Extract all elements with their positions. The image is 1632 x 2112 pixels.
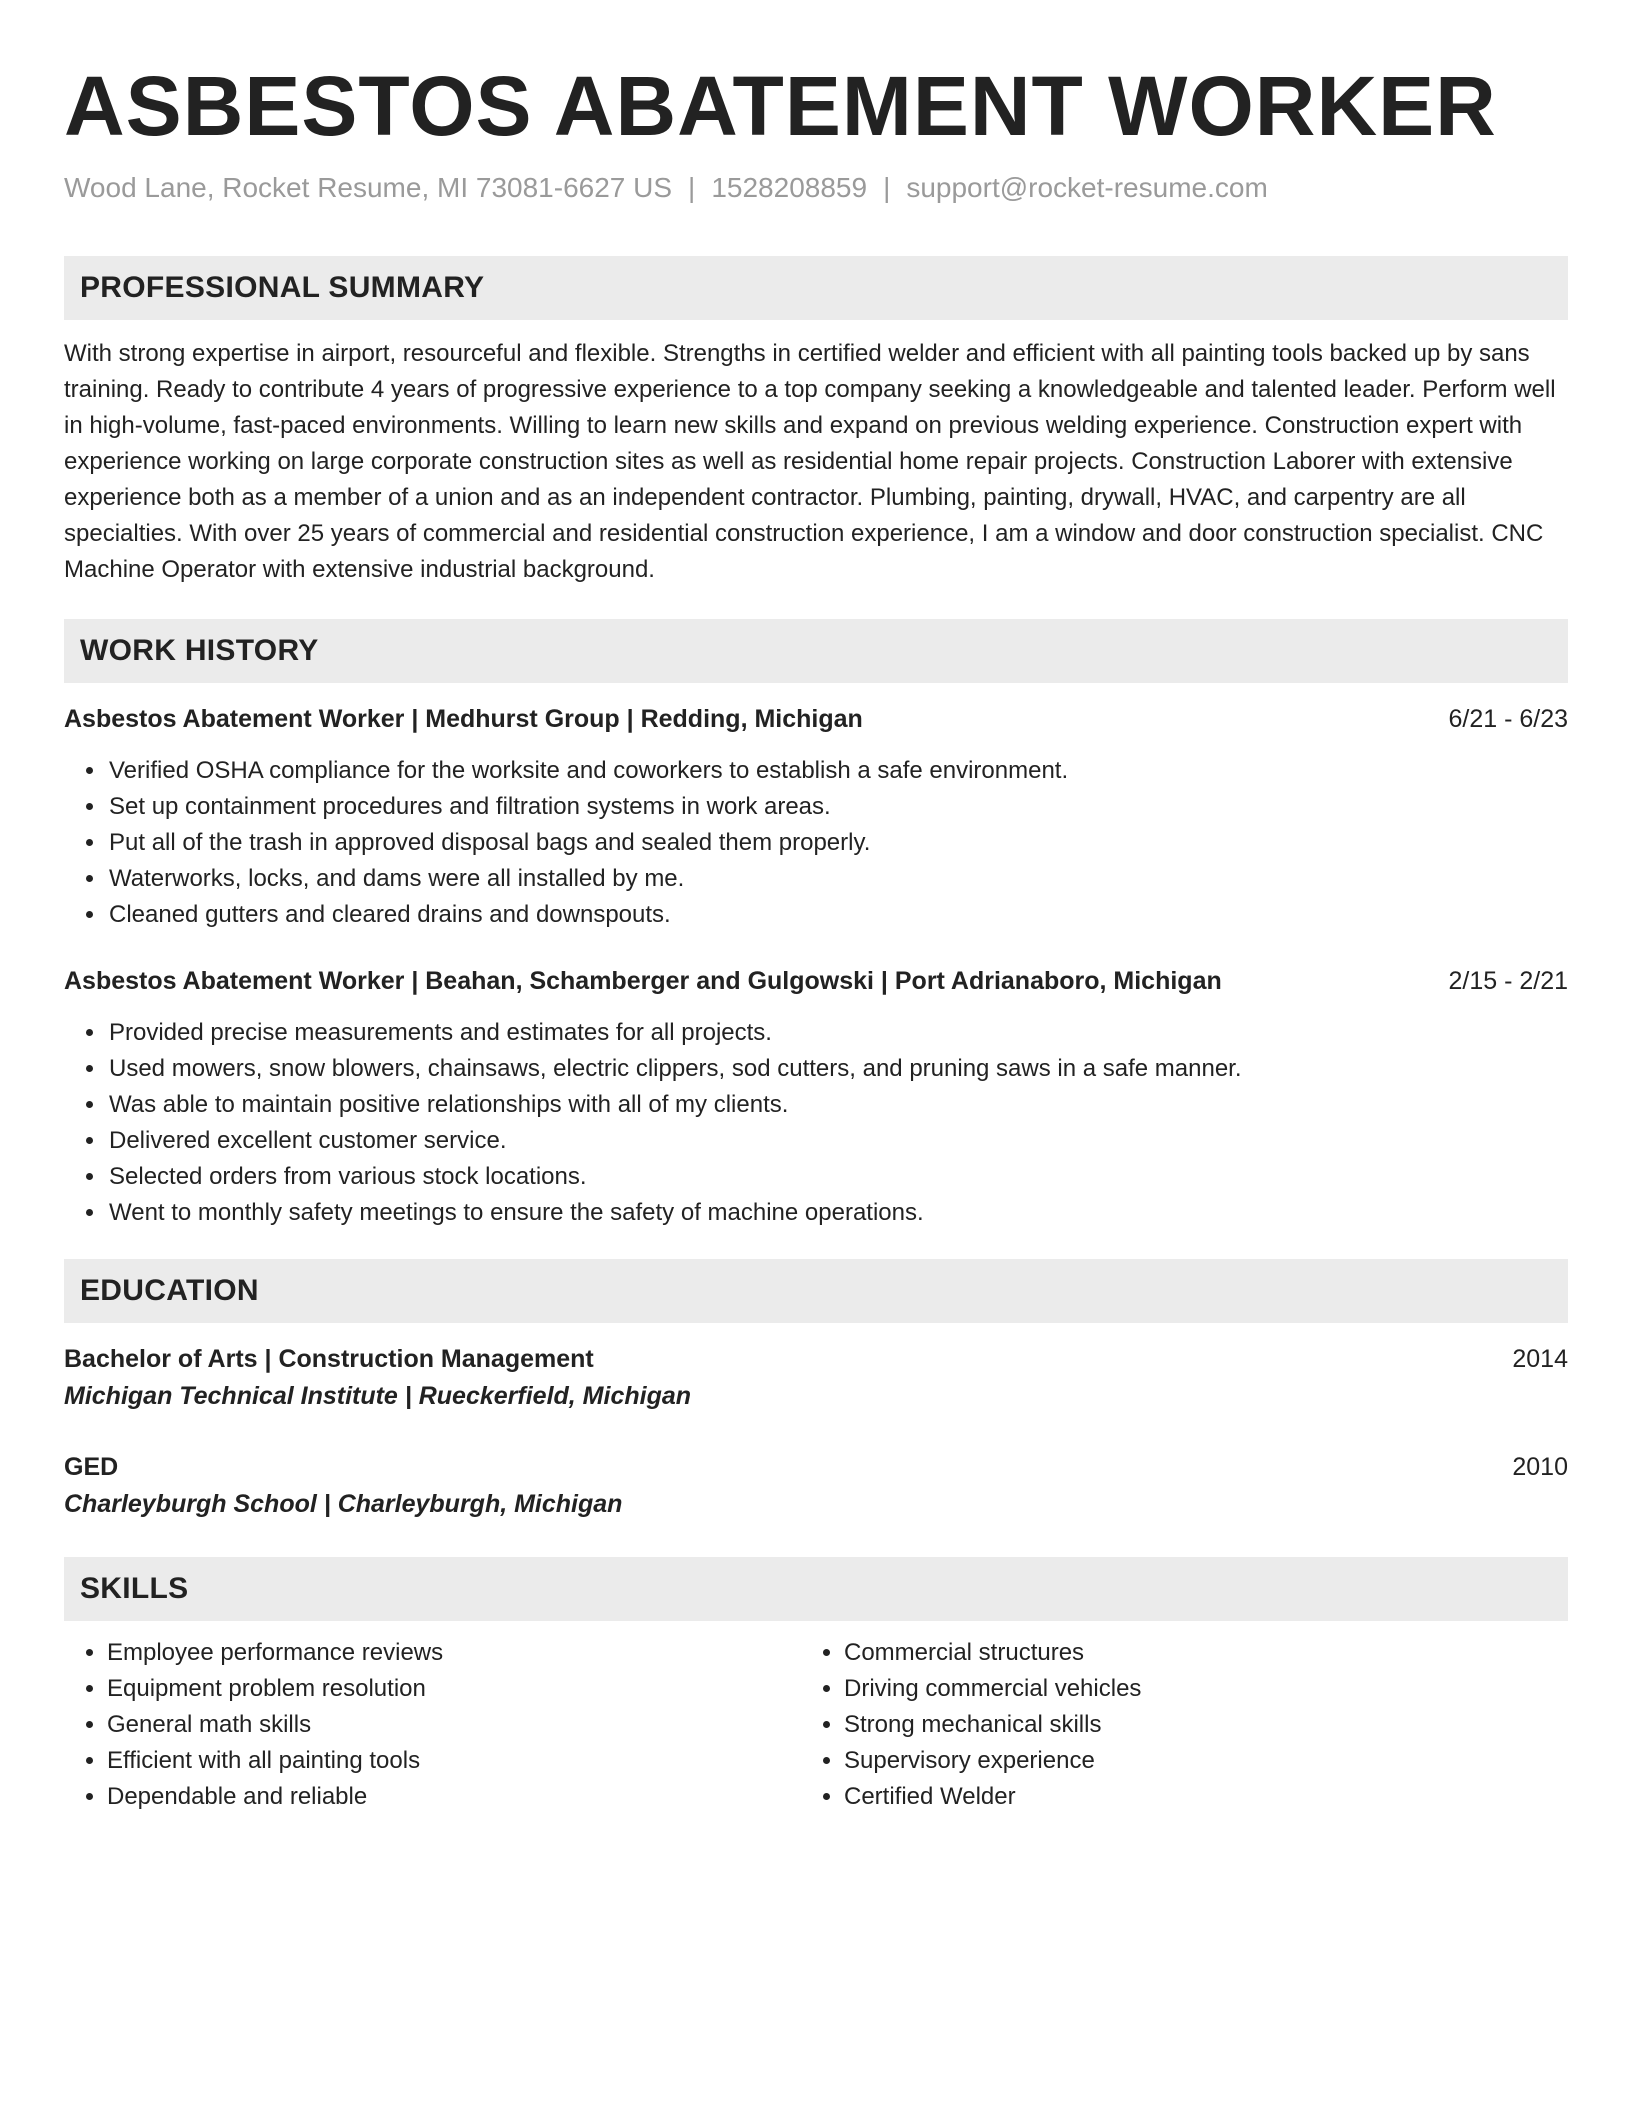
education-entry <box>64 1449 1568 1523</box>
education-school: Charleyburgh School | Charleyburgh, Michigan <box>64 1490 623 1518</box>
education-degree: Bachelor of Arts | Construction Management <box>64 1345 594 1373</box>
summary-text: With strong expertise in airport, resourceful and flexible. Strengths in certified welder and efficient with all painting tools backed up by sans training. Ready to contribute 4 years of progressive experience to a top company seeking a knowledgeable and talented leader. Perform well in high-volume, fast-paced environments. Willing to learn new skills and expand on previous welding experience. Construction expert with experience working on large corporate construction sites as well as residential home repair projects. Construction Laborer with extensive experience both as a member of a union and as an independent contractor. Plumbing, painting, drywall, HVAC, and carpentry are all specialties. With over 25 years of commercial and residential construction experience, I am a window and door construction specialist. CNC Machine Operator with extensive industrial background. <box>64 340 1556 583</box>
skills-list <box>64 1635 1568 1815</box>
education-header <box>64 1341 1568 1377</box>
section-heading-summary: PROFESSIONAL SUMMARY <box>64 256 1568 320</box>
education-year: 2014 <box>1512 1345 1568 1373</box>
section-heading-work-history: WORK HISTORY <box>64 619 1568 683</box>
job-bullet: • Cleaned gutters and cleared drains and downspouts. <box>107 897 1568 933</box>
skill-item: • Certified Welder <box>844 1779 1501 1815</box>
skill-item: • Supervisory experience <box>844 1743 1501 1779</box>
skill-item: • General math skills <box>107 1707 764 1743</box>
job-bullet: • Verified OSHA compliance for the worksite and coworkers to establish a safe environment. <box>107 753 1568 789</box>
job-title: Asbestos Abatement Worker | Medhurst Group | Redding, Michigan <box>64 705 863 733</box>
education-year: 2010 <box>1512 1453 1568 1481</box>
education-entry <box>64 1341 1568 1415</box>
job-header <box>64 963 1568 999</box>
skill-item: • Driving commercial vehicles <box>844 1671 1501 1707</box>
job-bullets <box>64 1015 1568 1231</box>
skill-item: • Strong mechanical skills <box>844 1707 1501 1743</box>
contact-email: support@rocket-resume.com <box>906 172 1268 203</box>
job-bullet: • Went to monthly safety meetings to ensure the safety of machine operations. <box>107 1195 1568 1231</box>
skill-item: • Commercial structures <box>844 1635 1501 1671</box>
job-bullets <box>64 753 1568 933</box>
job-bullet: • Used mowers, snow blowers, chainsaws, electric clippers, sod cutters, and pruning saws in a safe manner. <box>107 1051 1568 1087</box>
job-title: Asbestos Abatement Worker | Beahan, Schamberger and Gulgowski | Port Adrianaboro, Michigan <box>64 967 1222 995</box>
education-school: Michigan Technical Institute | Rueckerfield, Michigan <box>64 1382 692 1410</box>
job-bullet: • Put all of the trash in approved disposal bags and sealed them properly. <box>107 825 1568 861</box>
contact-separator: | <box>883 172 891 203</box>
job-bullet: • Provided precise measurements and estimates for all projects. <box>107 1015 1568 1051</box>
skill-item: • Efficient with all painting tools <box>107 1743 764 1779</box>
contact-phone: 1528208859 <box>711 172 868 203</box>
education-header <box>64 1449 1568 1485</box>
job-bullet: • Delivered excellent customer service. <box>107 1123 1568 1159</box>
skill-item: • Employee performance reviews <box>107 1635 764 1671</box>
education-degree: GED <box>64 1453 119 1481</box>
skills-column-left <box>64 1635 764 1815</box>
skill-item: • Equipment problem resolution <box>107 1671 764 1707</box>
job-bullet: • Waterworks, locks, and dams were all installed by me. <box>107 861 1568 897</box>
job-header <box>64 701 1568 737</box>
job-entry <box>64 701 1568 933</box>
contact-line <box>64 170 1568 206</box>
job-bullet: • Selected orders from various stock locations. <box>107 1159 1568 1195</box>
job-bullet: • Was able to maintain positive relationships with all of my clients. <box>107 1087 1568 1123</box>
skill-item: • Dependable and reliable <box>107 1779 764 1815</box>
contact-address: Wood Lane, Rocket Resume, MI 73081-6627 US <box>64 172 673 203</box>
job-entry <box>64 963 1568 1231</box>
job-dates: 6/21 - 6/23 <box>1448 705 1568 733</box>
candidate-name: ASBESTOS ABATEMENT WORKER <box>64 59 1497 153</box>
skills-column-right <box>801 1635 1501 1815</box>
section-heading-skills: SKILLS <box>64 1557 1568 1621</box>
job-dates: 2/15 - 2/21 <box>1448 967 1568 995</box>
contact-separator: | <box>688 172 696 203</box>
section-heading-education: EDUCATION <box>64 1259 1568 1323</box>
job-bullet: • Set up containment procedures and filtration systems in work areas. <box>107 789 1568 825</box>
